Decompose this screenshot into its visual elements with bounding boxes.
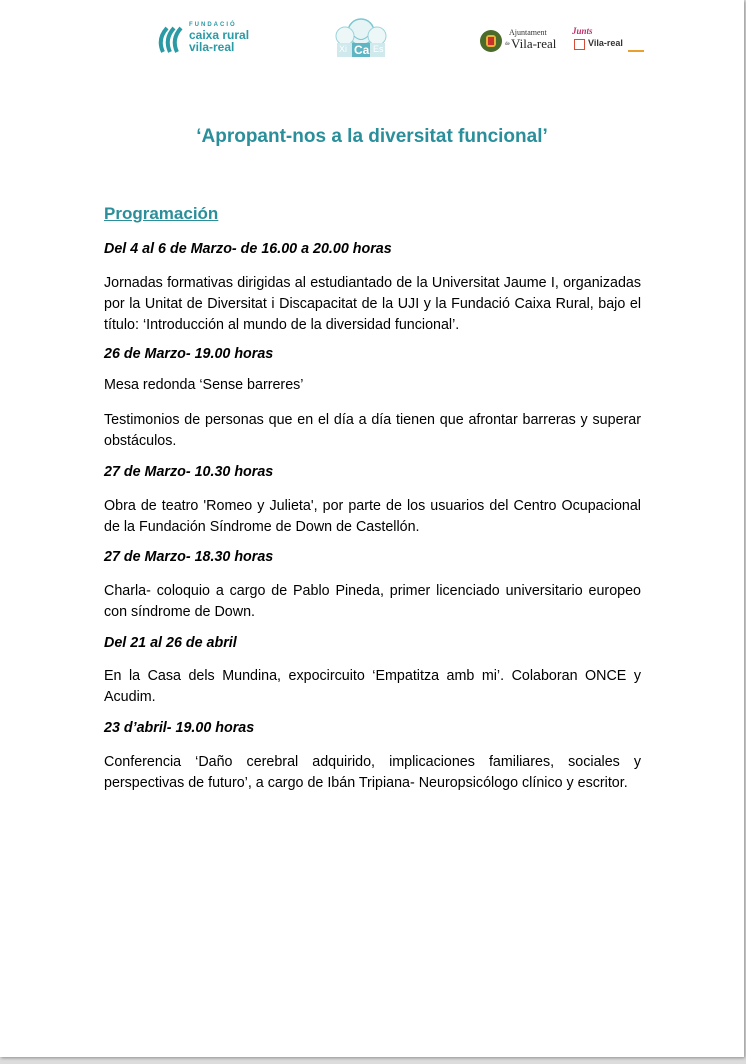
ajuntament-vila-real-logo: Ajuntament de Vila-real xyxy=(479,28,569,56)
xicaes-logo: Xi Ca Es xyxy=(333,14,389,68)
event-description: En la Casa dels Mundina, expocircuito ‘Empatitza amb mi’. Colaboran ONCE y Acudim. xyxy=(104,668,641,705)
document-title: ‘Apropant-nos a la diversitat funcional’ xyxy=(196,126,548,147)
coat-of-arms-icon xyxy=(479,28,503,54)
event-heading: Del 4 al 6 de Marzo- de 16.00 a 20.00 horas xyxy=(104,241,392,257)
junts-square-icon xyxy=(574,39,585,50)
event-description: Mesa redonda ‘Sense barreres’ xyxy=(104,377,304,393)
event-heading: 27 de Marzo- 10.30 horas xyxy=(104,464,274,480)
event-heading: Del 21 al 26 de abril xyxy=(104,635,237,651)
event-description: Jornadas formativas dirigidas al estudiantado de la Universitat Jaume I, organizadas por la Unitat de Diversitat i Discapacitat de la UJI y la Fundació Caixa Rural, bajo el título: ‘Introducción al mundo de la diversidad funcional’. xyxy=(104,275,641,333)
junts-vila-real-logo: Junts Vila-real xyxy=(570,26,650,58)
event-description: Charla- coloquio a cargo de Pablo Pineda, primer licenciado universitario europeo con síndrome de Down. xyxy=(104,583,641,620)
children-faces-icon xyxy=(333,14,389,68)
caixa-rural-waves-icon xyxy=(155,24,185,54)
event-description: Obra de teatro 'Romeo y Julieta', por parte de los usuarios del Centro Ocupacional de la Fundación Síndrome de Down de Castellón. xyxy=(104,498,641,535)
section-heading: Programación xyxy=(104,204,219,223)
event-heading: 23 d’abril- 19.00 horas xyxy=(104,720,255,736)
event-description: Conferencia ‘Daño cerebral adquirido, implicaciones familiares, sociales y perspectivas de futuro’, a cargo de Ibán Tripiana- Neuropsicólogo clínico y escritor. xyxy=(104,754,641,791)
event-heading: 26 de Marzo- 19.00 horas xyxy=(104,346,274,362)
event-description: Testimonios de personas que en el día a día tienen que afrontar barreras y superar obstáculos. xyxy=(104,412,641,449)
event-heading: 27 de Marzo- 18.30 horas xyxy=(104,549,274,565)
caixa-rural-logo: FUNDACIÓ caixa rural vila-real xyxy=(155,22,265,56)
